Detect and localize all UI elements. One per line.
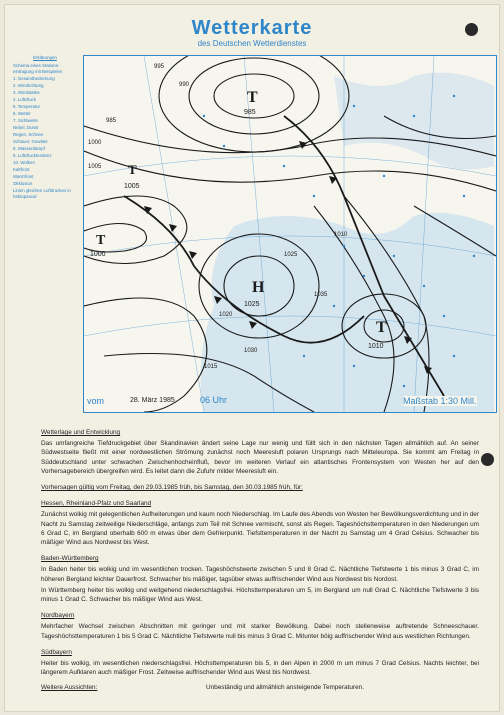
- legend-heading: Erklärungen: [33, 55, 57, 60]
- legend-item: 2. Windrichtung: [13, 83, 44, 88]
- legend-item: Okklusion: [13, 181, 33, 186]
- validity-heading: Vorhersagen gültig vom Freitag, den 29.03.1985 früh, bis Samstag, den 30.03.1985 früh, für:: [41, 484, 303, 492]
- forecast-text: [41, 423, 479, 693]
- isobar-label: 1020: [219, 312, 233, 318]
- isobar-label: 1030: [244, 348, 258, 354]
- isobar-label: 990: [179, 82, 190, 88]
- synoptic-map: [83, 55, 497, 413]
- low-pressure-center: T: [376, 319, 387, 336]
- legend-item: 4. Luftdruck: [13, 97, 36, 102]
- legend-panel: [13, 55, 77, 410]
- region-heading: Südbayern: [41, 648, 72, 656]
- section-paragraph: Das umfangreiche Tiefdruckgebiet über Skandinavien ändert seine Lage nur wenig und füllt sich in den nächsten Tagen allmählich auf. An seiner Südwestseite fließt mit einer nordwestlichen Strömung zunächst noch Meeresluft polaren Ursprungs nach Mitteleuropa. Sie kommt am Freitag in Süddeutschland unter schwachen Zwischenhocheinfluß, bevor im weiteren Verlauf ein atlantisches Frontensystem von Westen her auf den Vorhersagebereich übergreifen wird. Es leitet dann die Zufuhr milder Meeresluft ein.: [41, 440, 479, 475]
- region-paragraph: Mehrfacher Wechsel zwischen Abschnitten mit geringer und mit starker Bewölkung. Dabei noch stellenweise auftretende Schneeschauer. Tageshöchsttemperaturen 1 bis 5 Grad C. Nächtliche Tiefstwerte null bis minus 3 Grad C. Mitunter böig auffrischender Wind aus westlichen Richtungen.: [41, 623, 479, 640]
- legend-item: Schauer, Gewitter: [13, 139, 48, 144]
- isobar-label: 1000: [88, 140, 102, 146]
- legend-item: Nebel, Dunst: [13, 125, 39, 130]
- map-scale: Maßstab 1:30 Mill.: [403, 396, 477, 406]
- pressure-value: 1005: [124, 183, 140, 190]
- pressure-value: 1000: [90, 251, 106, 258]
- region-paragraph: In Baden heiter bis wolkig und im wesentlichen trocken. Tageshöchstwerte zwischen 5 und 8 Grad C. Nächtliche Tiefstwerte 1 bis minus 3 Grad C, im höheren Bergland leichter Dauerfrost. Schwacher bis mäßiger, tagsüber etwas auffrischender Wind aus Nordwest bis Nordost.: [41, 566, 479, 583]
- isobar-label: 1010: [334, 232, 348, 238]
- legend-item: 1. Gesamtbedeckung: [13, 76, 55, 81]
- region-paragraph: In Württemberg heiter bis wolkig und weitgehend niederschlagsfrei. Höchsttemperaturen um 5, im Bergland um null Grad C. Nächtliche Tiefstwerte 3 bis minus 1 Grad C. Schwacher bis mäßiger Wind aus West.: [41, 586, 479, 604]
- weather-map-sheet: [4, 4, 500, 712]
- legend-item: Schema eines Stations-eintragung mit Beispielen: [13, 63, 63, 74]
- isobar-label: 1015: [204, 364, 218, 370]
- isobar-label: 1035: [314, 292, 328, 298]
- isobar-label: 1005: [88, 164, 102, 170]
- region-heading: Nordbayern: [41, 612, 75, 620]
- outlook-label: Weitere Aussichten:: [41, 684, 98, 692]
- region-heading: Baden-Württemberg: [41, 555, 99, 563]
- legend-item: 9. Luftdrucktendenz: [13, 153, 52, 158]
- page-subtitle: des Deutschen Wetterdienstes: [197, 39, 307, 48]
- map-time: 06 Uhr: [200, 395, 228, 405]
- isobar-label: 995: [154, 64, 165, 70]
- legend-item: Warmfront: [13, 174, 34, 179]
- outlook-text: Unbeständig und allmählich ansteigende Temperaturen.: [206, 684, 364, 692]
- legend-item: 5. Temperatur: [13, 104, 41, 109]
- isobar-label: 1025: [284, 252, 298, 258]
- pressure-value: 1025: [244, 301, 260, 308]
- map-svg: [84, 56, 496, 412]
- legend-item: 6. Wetter: [13, 111, 31, 116]
- legend-item: Regen, Schnee: [13, 132, 44, 137]
- isobar-label: 985: [106, 118, 117, 124]
- legend-item: Kaltfront: [13, 167, 30, 172]
- legend-item: 3. Windstärke: [13, 90, 40, 95]
- outlook-row: [41, 683, 479, 693]
- map-vom-label: vom: [87, 396, 105, 406]
- region-paragraph: Zunächst wolkig mit gelegentlichen Aufheiterungen und kaum noch Niederschlag. Im Laufe des Abends von Westen her Bewölkungsverdichtung und in der Nacht zu Samstag zeitweilige Niederschläge, anfangs zum Teil mit Schnee vermischt, sonst als Regen. Tageshöchsttemperaturen in den Niederungen um 6 Grad C, im Bergland oberhalb 600 m etwas über dem Gefrierpunkt. Tiefsttemperaturen in der Nacht zu Samstag um 4 Grad Celsius. Schwacher bis mäßiger Wind aus Nordwest bis West.: [41, 511, 479, 547]
- punch-hole-bottom: [481, 453, 494, 466]
- map-date: 28. März 1985: [130, 397, 175, 404]
- section-heading: Wetterlage und Entwicklung: [41, 429, 121, 436]
- high-pressure-center: H: [252, 279, 265, 296]
- pressure-value: 985: [244, 109, 256, 116]
- low-pressure-center: T: [247, 89, 258, 106]
- legend-item: 10. Wolken: [13, 160, 35, 165]
- legend-item: 7. Sichtweite: [13, 118, 38, 123]
- low-pressure-center: T: [128, 162, 137, 177]
- legend-item: 8. Wasserdampf: [13, 146, 45, 151]
- region-heading: Hessen, Rheinland-Pfalz und Saarland: [41, 500, 152, 508]
- region-paragraph: Heiter bis wolkig, im wesentlichen niederschlagsfrei. Höchsttemperaturen bis 5, in den Alpen in 2000 m um minus 7 Grad Celsius. Nachts leichter, bei längerem Aufklaren auch mäßiger Frost. Zeitweise auffrischender Wind aus West bis Nordwest.: [41, 660, 479, 677]
- low-pressure-center: T: [96, 233, 106, 248]
- legend-item: Linien gleichen Luftdruckes in hektopascal: [13, 188, 71, 199]
- header: [5, 17, 499, 49]
- page-title: Wetterkarte: [191, 17, 313, 39]
- pressure-value: 1010: [368, 343, 384, 350]
